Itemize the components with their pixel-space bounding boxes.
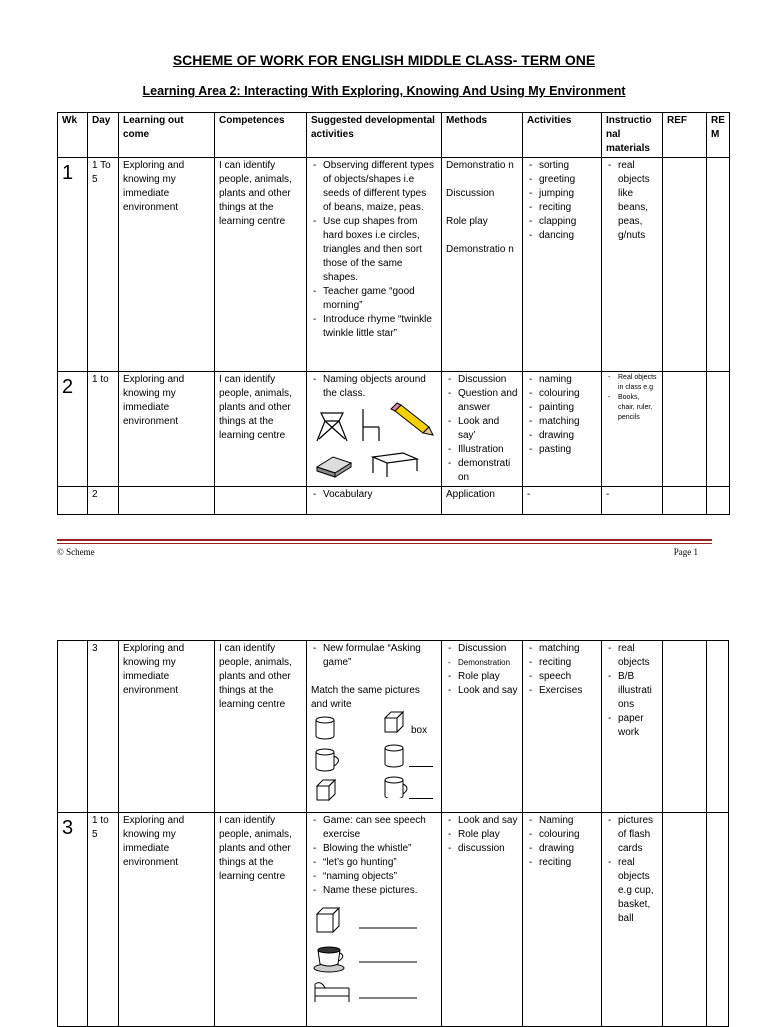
- list-item: - Naming objects around the class.: [311, 373, 437, 401]
- outcome-cell: [119, 487, 215, 515]
- table-row: [58, 641, 729, 813]
- header-ref: REF: [663, 113, 707, 158]
- table-row: [58, 487, 730, 515]
- materials-cell: [602, 372, 663, 487]
- method-item: Role play: [446, 216, 488, 227]
- page-gap: [0, 568, 768, 638]
- ref-cell: [663, 487, 707, 515]
- cube-icon: [317, 780, 335, 800]
- day-cell: 1 to: [88, 372, 119, 487]
- cylinder-icon: [385, 745, 403, 767]
- list-item: - real objects like beans, peas, g/nuts: [606, 159, 658, 243]
- list-item: - Role play: [446, 828, 518, 842]
- ref-cell: [663, 641, 707, 813]
- cup-icon: [316, 749, 339, 771]
- footer-copyright: © Scheme: [57, 547, 95, 557]
- cup-and-saucer-icon: [314, 947, 344, 972]
- competences-cell: I can identify people, animals, plants and other things at the learning centre: [215, 372, 307, 487]
- chair-icon: [363, 409, 379, 441]
- list-item: - Illustration: [446, 443, 518, 457]
- methods-cell: Application: [442, 487, 523, 515]
- dev-activities-cell: [307, 372, 442, 487]
- list-item: - reciting: [527, 856, 597, 870]
- cylinder-icon: [316, 717, 334, 739]
- picture-column-right: [381, 708, 441, 798]
- day-cell: 1 to 5: [88, 813, 119, 1027]
- header-wk: Wk: [58, 113, 88, 158]
- list-item: - Discussion: [446, 373, 518, 387]
- answer-blank: [409, 756, 433, 767]
- classroom-objects-illustration: [311, 401, 436, 479]
- list-item: - sorting: [527, 159, 597, 173]
- list-item: - greeting: [527, 173, 597, 187]
- page-2: [0, 640, 768, 1024]
- activities-cell: [523, 372, 602, 487]
- method-item: Demonstratio n: [446, 160, 514, 171]
- activities-cell: [523, 641, 602, 813]
- day-cell: 1 To 5: [88, 158, 119, 372]
- competences-cell: I can identify people, animals, plants and other things at the learning centre: [215, 813, 307, 1027]
- competences-cell: [215, 487, 307, 515]
- header-rem: RE M: [707, 113, 730, 158]
- list-item: - Look and say: [446, 814, 518, 828]
- header-competences: Competences: [215, 113, 307, 158]
- header-methods: Methods: [442, 113, 523, 158]
- scheme-table-page2: [57, 640, 729, 1027]
- stool-icon: [317, 413, 347, 441]
- list-item: - Introduce rhyme “twinkle twinkle little star”: [311, 313, 437, 341]
- ref-cell: [663, 372, 707, 487]
- week-number: [58, 641, 88, 813]
- list-item: - Demonstration: [446, 656, 518, 670]
- pencil-icon: [391, 403, 433, 435]
- list-item: - “naming objects”: [311, 870, 437, 884]
- list-item: - New formulae “Asking game”: [311, 642, 437, 670]
- materials-cell: [602, 813, 663, 1027]
- list-item: - speech: [527, 670, 597, 684]
- list-item: - B/B illustrati ons: [606, 670, 658, 712]
- box-label: box: [411, 725, 428, 736]
- activities-cell: [523, 158, 602, 372]
- list-item: - Look and say: [446, 684, 518, 698]
- answer-blank: [409, 788, 433, 799]
- scheme-table-page1: [57, 112, 730, 515]
- method-item: Discussion: [446, 188, 495, 199]
- outcome-cell: Exploring and knowing my immediate environment: [119, 813, 215, 1027]
- methods-cell: [442, 158, 523, 372]
- header-materials: Instructio nal materials: [602, 113, 663, 158]
- list-item: - real objects e.g cup, basket, ball: [606, 856, 658, 926]
- list-item: - Look and say’: [446, 415, 518, 443]
- list-item: - Use cup shapes from hard boxes i.e circles, triangles and then sort those of the same shapes.: [311, 215, 437, 285]
- materials-cell: [602, 158, 663, 372]
- outcome-cell: Exploring and knowing my immediate environment: [119, 372, 215, 487]
- bed-icon: [315, 983, 349, 1002]
- rem-cell: [707, 372, 730, 487]
- dev-activities-cell: [307, 487, 442, 515]
- materials-cell: [602, 641, 663, 813]
- page-title: SCHEME OF WORK FOR ENGLISH MIDDLE CLASS- TERM ONE: [172, 52, 596, 68]
- box-icon: [317, 908, 339, 932]
- list-item: - pasting: [527, 443, 597, 457]
- dev-activities-cell: [307, 813, 442, 1027]
- list-item: - demonstrati on: [446, 457, 518, 485]
- page-number: Page 1: [673, 547, 698, 557]
- week-number: 3: [58, 813, 88, 1027]
- list-item: - naming: [527, 373, 597, 387]
- methods-cell: [442, 641, 523, 813]
- list-item: - Question and answer: [446, 387, 518, 415]
- activities-cell: -: [523, 487, 602, 515]
- list-item: - Role play: [446, 670, 518, 684]
- competences-cell: I can identify people, animals, plants and other things at the learning centre: [215, 641, 307, 813]
- list-item: - real objects: [606, 642, 658, 670]
- list-item: - Blowing the whistle”: [311, 842, 437, 856]
- rem-cell: [707, 641, 729, 813]
- ref-cell: [663, 158, 707, 372]
- list-item: - clapping: [527, 215, 597, 229]
- list-item: - Real objects in class e.g: [606, 373, 658, 393]
- outcome-cell: Exploring and knowing my immediate environment: [119, 158, 215, 372]
- table-row: [58, 158, 730, 372]
- list-item: - Observing different types of objects/shapes i.e seeds of different types of beans, maize, peas.: [311, 159, 437, 215]
- dev-activities-cell: [307, 158, 442, 372]
- cup-icon: [385, 777, 407, 798]
- list-item: - Vocabulary: [311, 488, 437, 502]
- week-number: [58, 487, 88, 515]
- header-outcome: Learning out come: [119, 113, 215, 158]
- list-item: - drawing: [527, 429, 597, 443]
- week-number: 1: [58, 158, 88, 372]
- footer-divider-thin: [57, 543, 712, 544]
- outcome-cell: Exploring and knowing my immediate environment: [119, 641, 215, 813]
- competences-cell: I can identify people, animals, plants and other things at the learning centre: [215, 158, 307, 372]
- methods-cell: [442, 372, 523, 487]
- table-header-row: [58, 113, 730, 158]
- rem-cell: [707, 158, 730, 372]
- week-number: 2: [58, 372, 88, 487]
- rem-cell: [707, 487, 730, 515]
- header-dev-activities: Suggested developmental activities: [307, 113, 442, 158]
- list-item: - Discussion: [446, 642, 518, 656]
- table-icon: [373, 453, 417, 477]
- instruction-text: Match the same pictures and write: [311, 685, 420, 710]
- day-cell: 2: [88, 487, 119, 515]
- list-item: - reciting: [527, 656, 597, 670]
- rem-cell: [707, 813, 729, 1027]
- list-item: - matching: [527, 642, 597, 656]
- list-item: - reciting: [527, 201, 597, 215]
- day-cell: 3: [88, 641, 119, 813]
- list-item: - paper work: [606, 712, 658, 740]
- name-pictures-exercise: [311, 904, 436, 1004]
- list-item: - “let’s go hunting”: [311, 856, 437, 870]
- materials-cell: -: [602, 487, 663, 515]
- list-item: - dancing: [527, 229, 597, 243]
- method-item: Demonstratio n: [446, 244, 514, 255]
- list-item: - discussion: [446, 842, 518, 856]
- learning-area-subtitle: Learning Area 2: Interacting With Exploring, Knowing And Using My Environment: [142, 84, 626, 98]
- list-item: - colouring: [527, 387, 597, 401]
- ref-cell: [663, 813, 707, 1027]
- dev-activities-cell: [307, 641, 442, 813]
- matching-exercise: [311, 712, 437, 802]
- list-item: - Naming: [527, 814, 597, 828]
- list-item: - Exercises: [527, 684, 597, 698]
- table-row: [58, 813, 729, 1027]
- book-icon: [317, 457, 351, 477]
- list-item: - pictures of flash cards: [606, 814, 658, 856]
- header-day: Day: [88, 113, 119, 158]
- activities-cell: [523, 813, 602, 1027]
- list-item: - Name these pictures.: [311, 884, 437, 898]
- header-activities: Activities: [523, 113, 602, 158]
- list-item: - Game: can see speech exercise: [311, 814, 437, 842]
- footer-divider: [57, 539, 712, 541]
- list-item: - Teacher game “good morning”: [311, 285, 437, 313]
- table-row: [58, 372, 730, 487]
- list-item: - drawing: [527, 842, 597, 856]
- list-item: - painting: [527, 401, 597, 415]
- list-item: - Books, chair, ruler, pencils: [606, 393, 658, 423]
- list-item: - matching: [527, 415, 597, 429]
- list-item: - jumping: [527, 187, 597, 201]
- list-item: - colouring: [527, 828, 597, 842]
- cube-icon: [385, 712, 403, 732]
- methods-cell: [442, 813, 523, 1027]
